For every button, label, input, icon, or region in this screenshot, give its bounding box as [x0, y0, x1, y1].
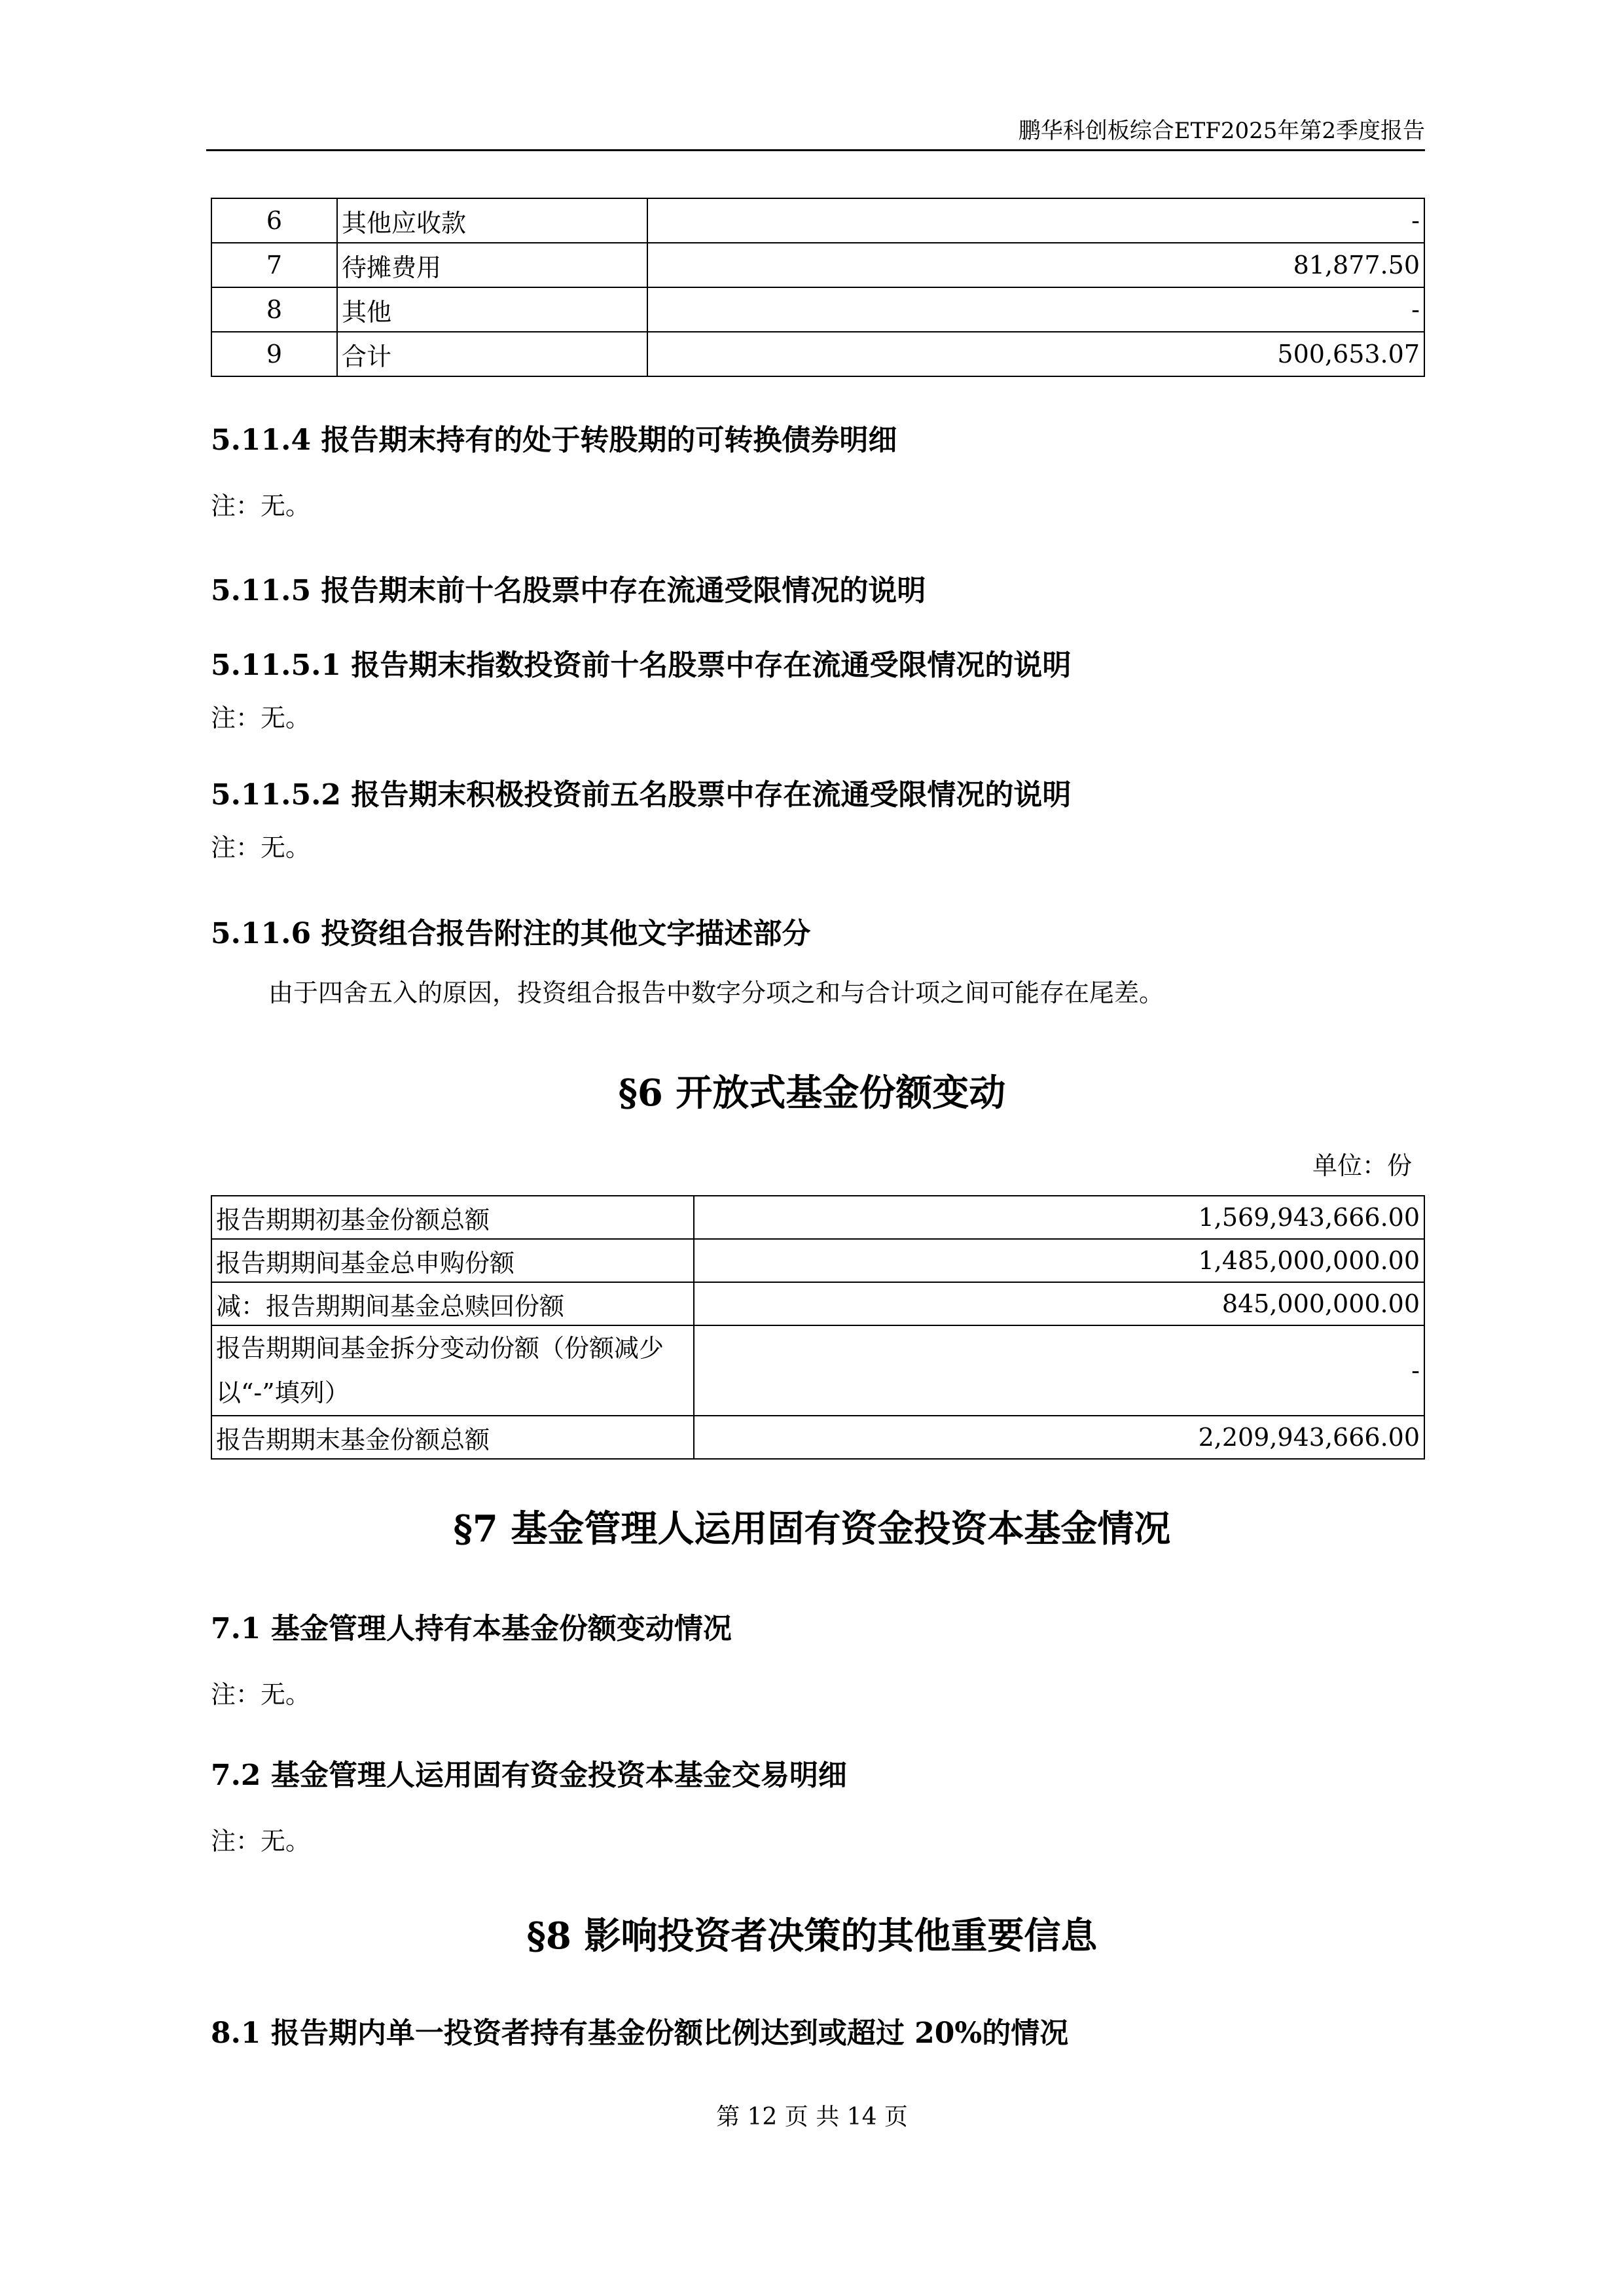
row-index: 9: [211, 332, 337, 376]
section-7-2-note: 注：无。: [211, 1827, 311, 1856]
section-8-1-heading: 8.1 报告期内单一投资者持有基金份额比例达到或超过 20%的情况: [211, 2017, 1069, 2050]
table-row: [211, 287, 1424, 332]
row-item: 其他应收款: [337, 198, 647, 243]
section-5-11-4-heading: 5.11.4 报告期末持有的处于转股期的可转换债券明细: [211, 423, 897, 457]
section-8-title: §8 影响投资者决策的其他重要信息: [526, 1914, 1098, 1958]
section-5-11-5-2-note: 注：无。: [211, 833, 311, 862]
row-item: 合计: [337, 332, 647, 376]
section-5-11-5-2-heading: 5.11.5.2 报告期末积极投资前五名股票中存在流通受限情况的说明: [211, 778, 1072, 812]
row-index: 8: [211, 287, 337, 332]
page-number-footer: 第 12 页 共 14 页: [716, 2104, 908, 2130]
row-label: 报告期期末基金份额总额: [211, 1416, 694, 1459]
section-7-1-note: 注：无。: [211, 1680, 311, 1709]
section-5-11-5-1-note: 注：无。: [211, 704, 311, 732]
row-value: 1,485,000,000.00: [694, 1239, 1424, 1282]
section-5-11-5-1-heading: 5.11.5.1 报告期末指数投资前十名股票中存在流通受限情况的说明: [211, 649, 1072, 682]
section-7-2-heading: 7.2 基金管理人运用固有资金投资本基金交易明细: [211, 1759, 847, 1792]
table-row: [211, 1416, 1424, 1459]
header-divider: [206, 149, 1425, 151]
section-5-11-6-heading: 5.11.6 投资组合报告附注的其他文字描述部分: [211, 917, 811, 950]
section-5-11-5-heading: 5.11.5 报告期末前十名股票中存在流通受限情况的说明: [211, 574, 926, 607]
row-index: 6: [211, 198, 337, 243]
table-row: [211, 332, 1424, 376]
section-5-11-4-note: 注：无。: [211, 492, 311, 520]
row-item: 待摊费用: [337, 243, 647, 287]
row-label: 报告期期间基金拆分变动份额（份额减少以“-”填列）: [211, 1325, 694, 1416]
table-row: [211, 1282, 1424, 1325]
row-amount: 81,877.50: [647, 243, 1424, 287]
other-assets-table: [211, 198, 1425, 377]
section-5-11-6-text: 由于四舍五入的原因，投资组合报告中数字分项之和与合计项之间可能存在尾差。: [268, 978, 1164, 1007]
row-amount: -: [647, 287, 1424, 332]
row-amount: -: [647, 198, 1424, 243]
fund-share-change-table: [211, 1195, 1425, 1460]
table-row: [211, 1325, 1424, 1416]
row-label: 报告期期初基金份额总额: [211, 1196, 694, 1239]
row-amount: 500,653.07: [647, 332, 1424, 376]
row-index: 7: [211, 243, 337, 287]
row-value: 2,209,943,666.00: [694, 1416, 1424, 1459]
row-value: 1,569,943,666.00: [694, 1196, 1424, 1239]
table-row: [211, 1239, 1424, 1282]
table-row: [211, 198, 1424, 243]
report-header-title: 鹏华科创板综合ETF2025年第2季度报告: [1018, 118, 1425, 144]
row-value: 845,000,000.00: [694, 1282, 1424, 1325]
section-6-title: §6 开放式基金份额变动: [618, 1071, 1006, 1115]
row-item: 其他: [337, 287, 647, 332]
row-value: -: [694, 1325, 1424, 1416]
unit-label: 单位：份: [1312, 1151, 1412, 1180]
section-7-title: §7 基金管理人运用固有资金投资本基金情况: [453, 1507, 1171, 1551]
row-label: 减：报告期期间基金总赎回份额: [211, 1282, 694, 1325]
table-row: [211, 1196, 1424, 1239]
row-label: 报告期期间基金总申购份额: [211, 1239, 694, 1282]
section-7-1-heading: 7.1 基金管理人持有本基金份额变动情况: [211, 1612, 732, 1645]
table-row: [211, 243, 1424, 287]
